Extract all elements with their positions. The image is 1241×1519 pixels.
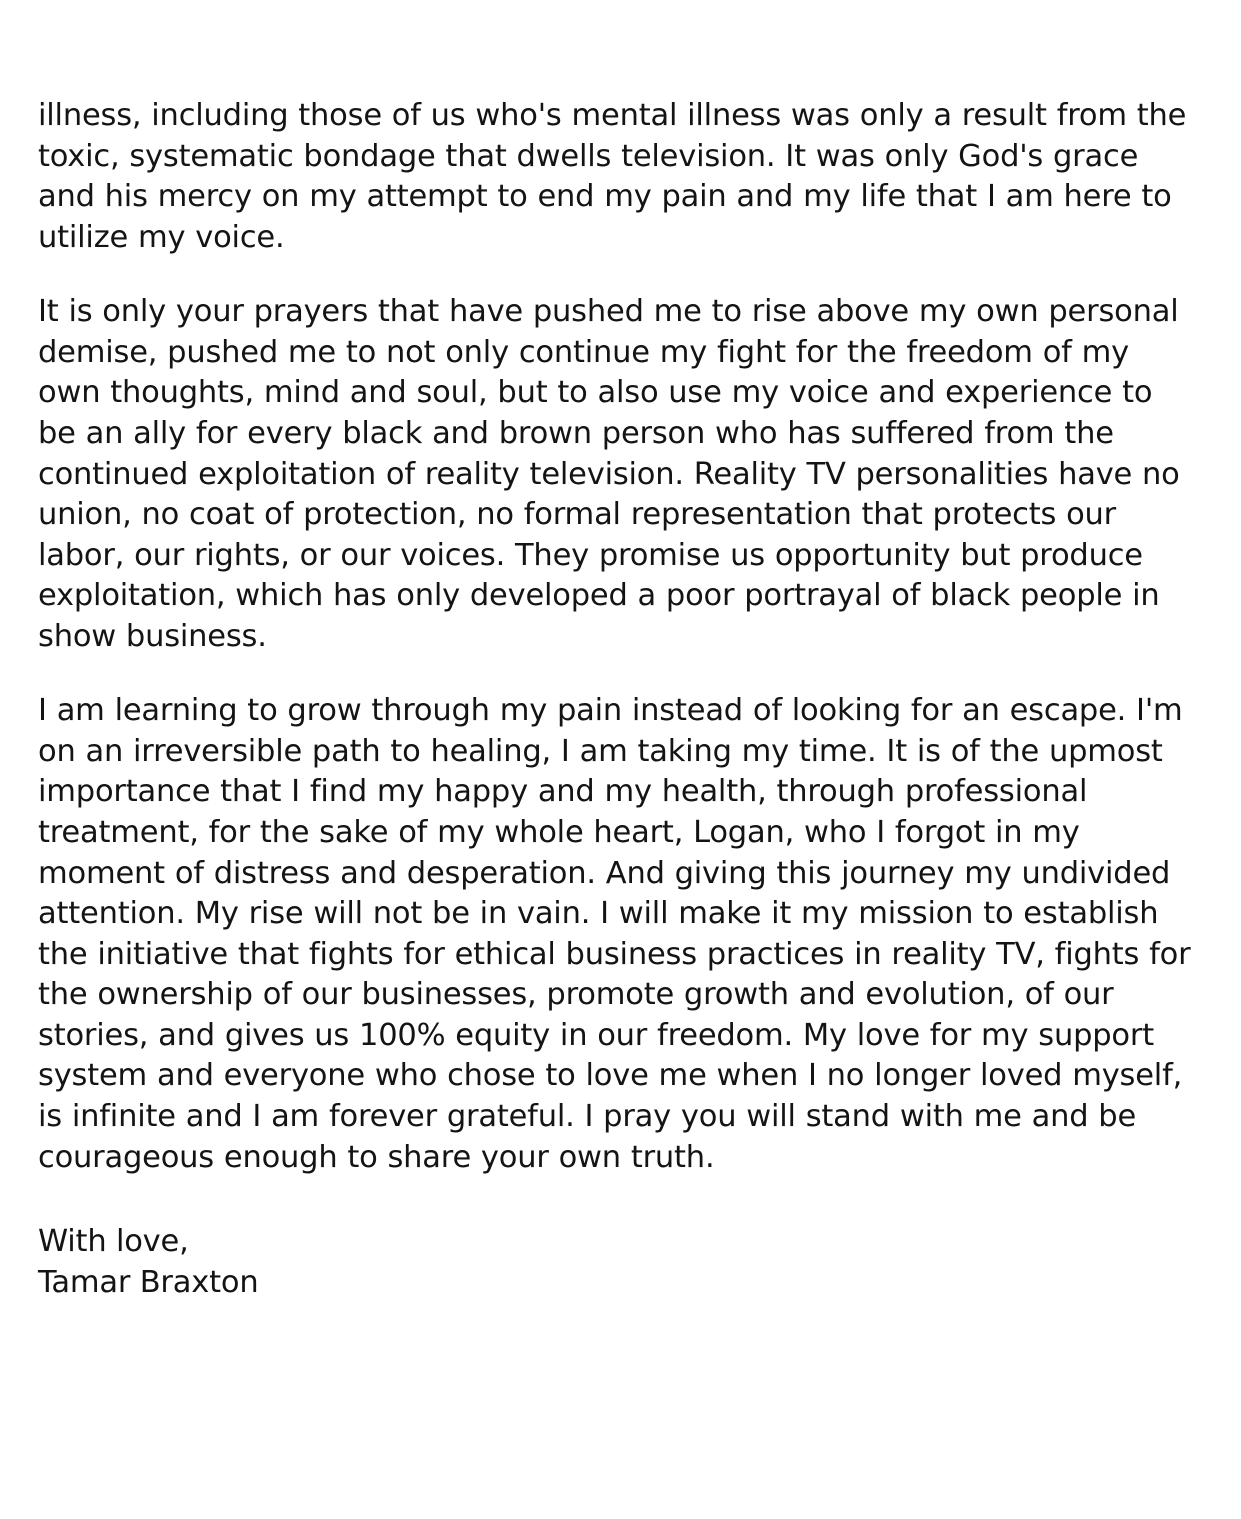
closing-salutation: With love,: [38, 1224, 189, 1260]
paragraph: illness, including those of us who's mental illness was only a result from the toxic, systematic bondage that dwells television. It was only God's grace and his mercy on my attempt to end my pain and my life that I am here to utilize my voice.: [38, 98, 1187, 255]
paragraph: It is only your prayers that have pushed me to rise above my own personal demise, pushed me to not only continue my fight for the freedom of my own thoughts, mind and soul, but to also use my voice and experience to be an ally for every black and brown person who has suffered from the continued exploitation of reality television. Reality TV personalities have no union, no coat of protection, no formal representation that protects our labor, our rights, or our voices. They promise us opportunity but produce exploitation, which has only developed a poor portrayal of black people in show business.: [38, 294, 1180, 654]
paragraph: I am learning to grow through my pain instead of looking for an escape. I'm on an irreversible path to healing, I am taking my time. It is of the upmost importance that I find my happy and my health, through professional treatment, for the sake of my whole heart, Logan, who I forgot in my moment of distress and desperation. And giving this journey my undivided attention. My rise will not be in vain. I will make it my mission to establish the initiative that fights for ethical business practices in reality TV, fights for the ownership of our businesses, promote growth and evolution, of our stories, and gives us 100% equity in our freedom. My love for my support system and everyone who chose to love me when I no longer loved myself, is infinite and I am forever grateful. I pray you will stand with me and be courageous enough to share your own truth.: [38, 693, 1191, 1175]
closing-signature: Tamar Braxton: [38, 1264, 259, 1300]
closing-block: [38, 1222, 1197, 1303]
statement-body: [38, 96, 1197, 1303]
